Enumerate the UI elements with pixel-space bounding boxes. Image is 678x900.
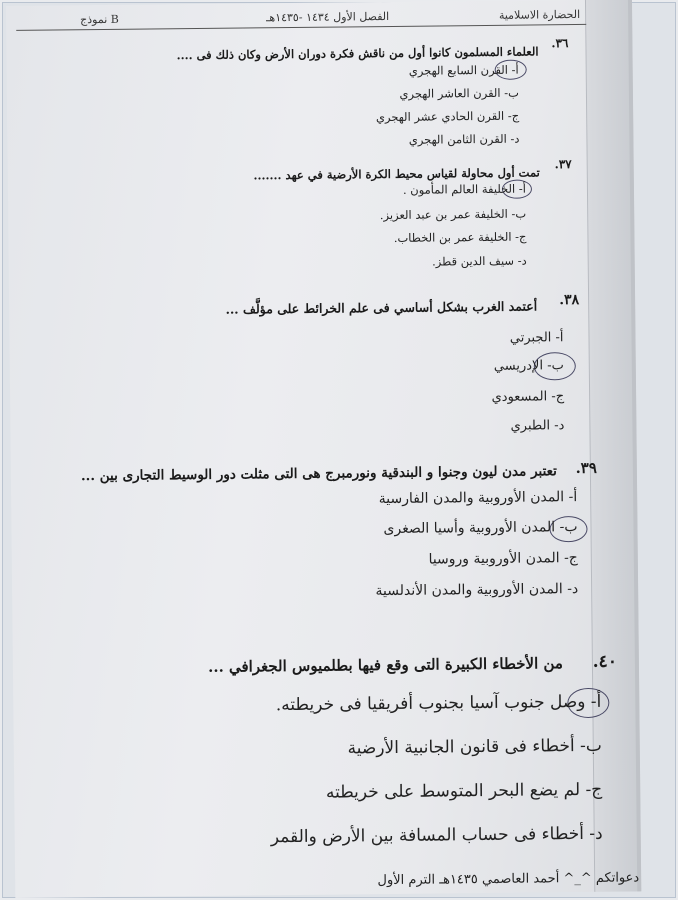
question-40-text: من الأخطاء الكبيرة التى وقع فيها بطلميوس الجغرافي ... — [207, 654, 564, 676]
q37-option-b: ب- الخليفة عمر بن عبد العزيز. — [379, 206, 527, 223]
q39-option-b: ب- المدن الأوروبية وأسيا الصغرى — [383, 519, 578, 538]
question-39-number: ٣٩. — [575, 458, 597, 478]
page-footer: دعواتكم ^_^ أحمد العاصمي ١٤٣٥هـ الترم الأول — [377, 870, 640, 889]
q36-option-c: ج- القرن الحادي عشر الهجري — [375, 108, 520, 125]
q37-option-c: ج- الخليفة عمر بن الخطاب. — [393, 229, 527, 245]
q36-option-a: أ- القرن السابع الهجري — [408, 62, 519, 78]
question-37-text: تمت أول محاولة لقياس محيط الكرة الأرضية في عهد ....... — [253, 165, 540, 183]
q40-option-b: ب- أخطاء فى قانون الجانبية الأرضية — [347, 735, 602, 759]
q38-option-b: ب- الإدريسي — [493, 358, 564, 374]
q36-option-d: د- القرن الثامن الهجري — [408, 131, 520, 147]
q37-option-d: د- سيف الدين قطز. — [432, 253, 527, 269]
q40-option-a: أ- وصل جنوب آسيا بجنوب أفريقيا فى خريطته. — [275, 691, 602, 716]
q39-option-a: أ- المدن الأوروبية والمدن الفارسية — [378, 489, 578, 508]
question-36-number: ٣٦. — [551, 36, 569, 51]
q39-option-d: د- المدن الأوروبية والمدن الأندلسية — [375, 581, 579, 600]
q37-option-a: أ- الخليفة العالم المأمون . — [402, 181, 527, 197]
q38-option-d: د- الطبري — [510, 418, 565, 434]
q39-option-c: ج- المدن الأوروبية وروسيا — [428, 550, 578, 568]
question-38-number: ٣٨. — [559, 292, 580, 309]
header-subject: الحضارة الاسلامية — [498, 7, 581, 22]
q38-option-c: ج- المسعودي — [491, 389, 565, 405]
question-37-number: ٣٧. — [554, 157, 572, 172]
q40-option-c: ج- لم يضع البحر المتوسط على خريطته — [325, 779, 603, 803]
q36-option-b: ب- القرن العاشر الهجري — [399, 85, 520, 101]
question-36-text: العلماء المسلمون كانوا أول من ناقش فكرة دوران الأرض وكان ذلك فى .... — [176, 44, 539, 63]
header-form: نموذج B — [80, 12, 119, 27]
q40-option-d: د- أخطاء فى حساب المسافة بين الأرض والقمر — [270, 823, 603, 848]
exam-paper — [6, 0, 641, 898]
q38-option-a: أ- الجبرتي — [509, 330, 564, 346]
question-38-text: أعتمد الغرب بشكل أساسي فى علم الخرائط على مؤلَّف ... — [225, 298, 538, 317]
question-40-number: ٤٠. — [592, 651, 618, 672]
question-39-text: تعتبر مدن ليون وجنوا و البندقية ونورمبرج هى التى مثلت دور الوسيط التجارى بين ... — [80, 463, 557, 485]
header-term: الفصل الأول ١٤٣٤ -١٤٣٥هـ — [266, 9, 390, 25]
page-header — [16, 6, 586, 31]
